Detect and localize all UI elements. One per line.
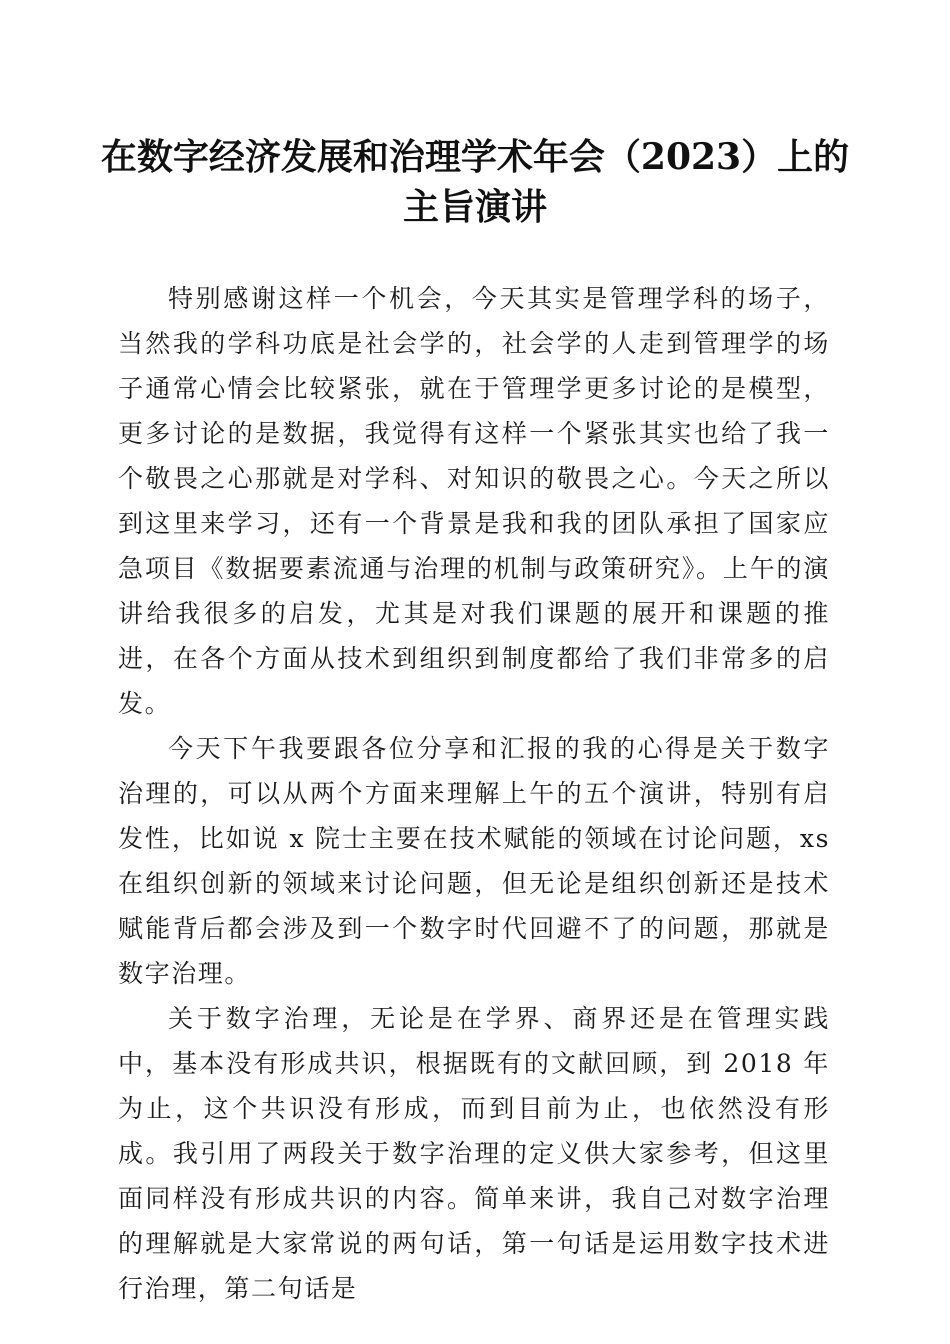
paragraph-3: 关于数字治理，无论是在学界、商界还是在管理实践中，基本没有形成共识，根据既有的文献回顾，到 2018 年为止，这个共识没有形成，而到目前为止，也依然没有形成。我引用了两段关于数字治理的定义供大家参考，但这里面同样没有形成共识的内容。简单来讲，我自己对数字治理的理解就是大家常说的两句话，第一句话是运用数字技术进行治理，第二句话是: [118, 1004, 830, 1303]
document-title: [100, 132, 850, 232]
document-body: [118, 276, 830, 1311]
paragraph-1: 特别感谢这样一个机会，今天其实是管理学科的场子，当然我的学科功底是社会学的，社会学的人走到管理学的场子通常心情会比较紧张，就在于管理学更多讨论的是模型，更多讨论的是数据，我觉得有这样一个紧张其实也给了我一个敬畏之心那就是对学科、对知识的敬畏之心。今天之所以到这里来学习，还有一个背景是我和我的团队承担了国家应急项目《数据要素流通与治理的机制与政策研究》。上午的演讲给我很多的启发，尤其是对我们课题的展开和课题的推进，在各个方面从技术到组织到制度都给了我们非常多的启发。: [118, 284, 830, 718]
paragraph-2: 今天下午我要跟各位分享和汇报的我的心得是关于数字治理的，可以从两个方面来理解上午的五个演讲，特别有启发性，比如说 x 院士主要在技术赋能的领域在讨论问题，xs 在组织创新的领域来讨论问题，但无论是组织创新还是技术赋能背后都会涉及到一个数字时代回避不了的问题，那就是数字治理。: [118, 734, 830, 988]
title-line-2: 主旨演讲: [402, 186, 547, 228]
title-line-1: 在数字经济发展和治理学术年会（2023）上的: [100, 136, 850, 178]
